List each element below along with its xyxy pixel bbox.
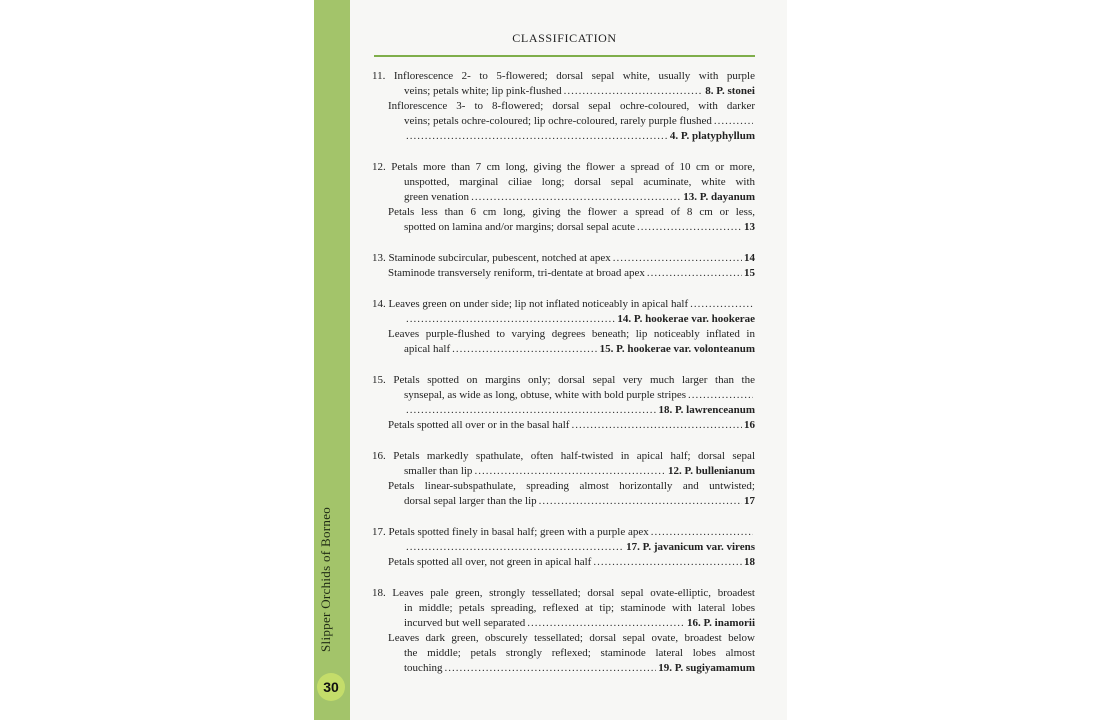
key-line-text: Leaves dark green, obscurely tessellated; dorsal sepal ovate, broadest below: [388, 632, 755, 644]
key-line-text: synsepal, as wide as long, obtuse, white with bold purple stripes: [404, 389, 686, 401]
key-line-text: smaller than lip: [404, 465, 473, 477]
key-line: [372, 99, 755, 114]
key-couplet: [372, 449, 755, 509]
key-result: 17: [744, 495, 755, 507]
leader-dots: [452, 342, 598, 357]
key-lead-line: [372, 251, 755, 266]
key-line: [372, 160, 755, 175]
key-line-text: the middle; petals strongly reflexed; staminode lateral lobes almost: [404, 647, 755, 659]
key-line-text: apical half: [404, 343, 451, 355]
key-result: 14: [744, 252, 755, 264]
key-line-text: Inflorescence 3- to 8-flowered; dorsal sepal ochre-coloured, with darker: [388, 100, 755, 112]
leader-dots: [571, 418, 742, 433]
key-line-text: veins; petals white; lip pink-flushed: [404, 85, 562, 97]
key-line: [372, 646, 755, 661]
leader-dots: [593, 555, 742, 570]
leader-dots: [406, 312, 615, 327]
key-line-text: unspotted, marginal ciliae long; dorsal sepal acuminate, white with: [404, 176, 755, 188]
key-line-text: 14. Leaves green on under side; lip not inflated noticeably in apical half: [372, 298, 689, 310]
running-title: Slipper Orchids of Borneo: [318, 506, 333, 652]
key-lead-line: [372, 266, 755, 281]
key-lead-line: [372, 616, 755, 631]
key-line: [372, 479, 755, 494]
key-lead-line: [372, 114, 755, 129]
key-lead-line: [372, 220, 755, 235]
page-header: CLASSIFICATION: [512, 31, 617, 45]
key-line: [372, 373, 755, 388]
leader-dots: [714, 114, 753, 129]
key-lead-line: [372, 494, 755, 509]
header-rule: [374, 55, 755, 57]
key-line: [372, 449, 755, 464]
identification-key: [372, 69, 755, 692]
key-line-text: Petals less than 6 cm long, giving the flower a spread of 8 cm or less,: [388, 206, 755, 218]
leader-dots: [651, 525, 753, 540]
key-result: 14. P. hookerae var. hookerae: [617, 313, 755, 325]
key-lead-line: [372, 525, 755, 540]
key-line: [372, 175, 755, 190]
key-line-text: 15. Petals spotted on margins only; dorsal sepal very much larger than the: [372, 374, 755, 386]
key-line: [372, 586, 755, 601]
leader-dots: [406, 540, 624, 555]
key-lead-line: [372, 297, 755, 312]
key-lead-line: [372, 129, 755, 144]
key-lead-line: [372, 403, 755, 418]
key-result: 17. P. javanicum var. virens: [626, 541, 755, 553]
key-couplet: [372, 69, 755, 144]
key-lead-line: [372, 190, 755, 205]
key-lead-line: [372, 555, 755, 570]
leader-dots: [527, 616, 685, 631]
leader-dots: [406, 129, 668, 144]
page-number: 30: [317, 673, 345, 701]
leader-dots: [688, 388, 753, 403]
key-line-text: 17. Petals spotted finely in basal half; green with a purple apex: [372, 526, 649, 538]
key-line-text: 12. Petals more than 7 cm long, giving the flower a spread of 10 cm or more,: [372, 161, 755, 173]
key-couplet: [372, 586, 755, 676]
key-line-text: touching: [404, 662, 443, 674]
key-line-text: Leaves purple-flushed to varying degrees beneath; lip noticeably inflated in: [388, 328, 755, 340]
key-result: 19. P. sugiyamamum: [658, 662, 755, 674]
key-couplet: [372, 251, 755, 281]
key-line-text: 13. Staminode subcircular, pubescent, notched at apex: [372, 252, 611, 264]
key-result: 4. P. platyphyllum: [669, 130, 755, 142]
key-result: 18: [744, 556, 755, 568]
key-couplet: [372, 373, 755, 433]
key-result: 12. P. bullenianum: [667, 465, 755, 477]
key-line-text: Petals spotted all over, not green in apical half: [388, 556, 592, 568]
key-line-text: dorsal sepal larger than the lip: [404, 495, 537, 507]
key-couplet: [372, 525, 755, 570]
leader-dots: [690, 297, 753, 312]
key-line-text: Petals linear-subspathulate, spreading almost horizontally and untwisted;: [388, 480, 755, 492]
leader-dots: [539, 494, 742, 509]
key-line: [372, 205, 755, 220]
key-line-text: Petals spotted all over or in the basal half: [388, 419, 570, 431]
leader-dots: [647, 266, 742, 281]
key-result: 18. P. lawrenceanum: [658, 404, 755, 416]
key-couplet: [372, 160, 755, 235]
key-lead-line: [372, 540, 755, 555]
leader-dots: [471, 190, 681, 205]
leader-dots: [445, 661, 657, 676]
leader-dots: [406, 403, 656, 418]
key-result: 13: [744, 221, 755, 233]
key-line-text: incurved but well separated: [404, 617, 526, 629]
key-line-text: veins; petals ochre-coloured; lip ochre-coloured, rarely purple flushed: [404, 115, 712, 127]
key-line-text: 16. Petals markedly spathulate, often half-twisted in apical half; dorsal sepal: [372, 450, 755, 462]
key-lead-line: [372, 418, 755, 433]
key-result: 8. P. stonei: [705, 85, 755, 97]
key-line: [372, 601, 755, 616]
key-line: [372, 69, 755, 84]
key-result: 15: [744, 267, 755, 279]
leader-dots: [637, 220, 742, 235]
key-result: 16. P. inamorii: [686, 617, 755, 629]
key-line: [372, 327, 755, 342]
key-lead-line: [372, 464, 755, 479]
key-lead-line: [372, 312, 755, 327]
key-couplet: [372, 297, 755, 357]
key-lead-line: [372, 388, 755, 403]
key-line-text: in middle; petals spreading, reflexed at tip; staminode with lateral lobes: [404, 602, 755, 614]
key-line-text: 18. Leaves pale green, strongly tessellated; dorsal sepal ovate-elliptic, broadest: [372, 587, 755, 599]
key-lead-line: [372, 661, 755, 676]
key-result: 13. P. dayanum: [683, 191, 755, 203]
key-line-text: green venation: [404, 191, 470, 203]
key-lead-line: [372, 342, 755, 357]
key-result: 15. P. hookerae var. volonteanum: [599, 343, 755, 355]
key-lead-line: [372, 84, 755, 99]
leader-dots: [564, 84, 704, 99]
key-result: 16: [744, 419, 755, 431]
leader-dots: [613, 251, 742, 266]
key-line-text: Staminode transversely reniform, tri-dentate at broad apex: [388, 267, 645, 279]
key-line-text: spotted on lamina and/or margins; dorsal sepal acute: [404, 221, 636, 233]
leader-dots: [474, 464, 666, 479]
key-line-text: 11. Inflorescence 2- to 5-flowered; dorsal sepal white, usually with purple: [372, 70, 755, 82]
key-line: [372, 631, 755, 646]
